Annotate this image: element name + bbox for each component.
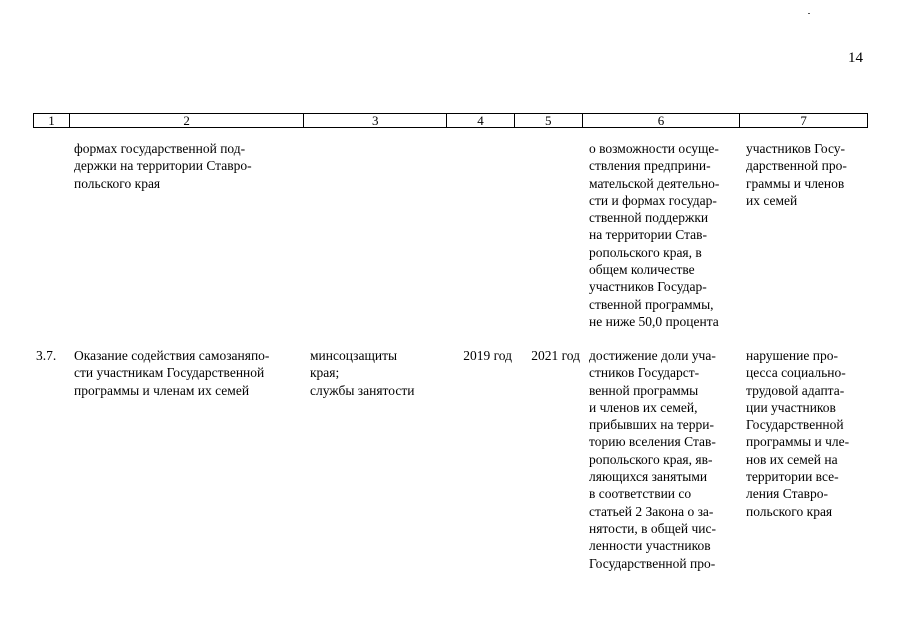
text-line: участников Госу-	[746, 141, 846, 156]
text-line: дарственной про-	[746, 158, 847, 174]
header-col-2: 2	[70, 114, 304, 127]
text-line: сти участникам Государственной	[74, 365, 265, 381]
row-2-consequence	[746, 347, 864, 520]
text-line: граммы и членов	[746, 175, 845, 191]
text-line: программы и чле-	[746, 434, 850, 450]
text-line: ляющихся занятыми	[589, 469, 708, 485]
text-line: трудовой адапта-	[746, 382, 845, 398]
text-line: территории все-	[746, 469, 839, 485]
row-1-event	[74, 140, 300, 192]
text-line: нятости, в общей чис-	[589, 520, 716, 536]
text-line: нов их семей на	[746, 451, 838, 467]
text-line: торию вселения Став-	[589, 434, 716, 450]
row-2-indicator	[589, 347, 737, 572]
text-line: стников Государст-	[589, 365, 700, 381]
text-line: ственной поддержки	[589, 210, 709, 226]
text-line: ленности участников	[589, 538, 711, 554]
scan-speck	[808, 13, 810, 14]
header-col-4: 4	[447, 114, 515, 127]
text-line: Оказание содействия самозаняпо-	[74, 348, 270, 363]
text-line: ствления предприни-	[589, 158, 711, 174]
row-1-indicator	[589, 140, 737, 330]
row-2-number: 3.7.	[36, 348, 57, 363]
row-2-event	[74, 347, 300, 399]
header-col-6: 6	[583, 114, 741, 127]
text-line: держки на территории Ставро-	[74, 158, 252, 174]
text-line: Государственной	[746, 417, 844, 433]
text-line: края;	[310, 365, 340, 381]
text-line: о возможности осуще-	[589, 141, 719, 156]
text-line: участников Государ-	[589, 279, 707, 295]
text-line: и членов их семей,	[589, 399, 698, 415]
header-col-7: 7	[800, 113, 807, 128]
text-line: мательской деятельно-	[589, 175, 720, 191]
row-2-end-year: 2021 год	[531, 348, 580, 363]
text-line: ропольского края, яв-	[589, 451, 713, 467]
text-line: венной программы	[589, 382, 699, 398]
text-line: в соответствии со	[589, 486, 692, 502]
text-line: польского края	[74, 175, 161, 191]
text-line: формах государственной под-	[74, 141, 246, 156]
table-header-row	[33, 113, 868, 128]
text-line: службы занятости	[310, 382, 415, 398]
text-line: нарушение про-	[746, 348, 838, 363]
header-col-3: 3	[304, 114, 447, 127]
text-line: не ниже 50,0 процента	[589, 313, 719, 329]
text-line: ции участников	[746, 399, 836, 415]
text-line: ления Ставро-	[746, 486, 829, 502]
header-col-1: 1	[34, 114, 70, 127]
text-line: сти и формах государ-	[589, 192, 717, 208]
row-1-consequence	[746, 140, 864, 209]
text-line: ропольского края, в	[589, 244, 702, 260]
text-line: прибывших на терри-	[589, 417, 714, 433]
text-line: Государственной про-	[589, 555, 716, 571]
row-2-executors	[310, 347, 440, 399]
text-line: ственной программы,	[589, 296, 714, 312]
text-line: программы и членам их семей	[74, 382, 250, 398]
page-number: 14	[848, 50, 863, 66]
text-line: на территории Став-	[589, 227, 708, 243]
text-line: польского края	[746, 503, 833, 519]
text-line: минсоцзащиты	[310, 348, 398, 363]
header-col-5: 5	[515, 114, 583, 127]
text-line: общем количестве	[589, 262, 695, 278]
text-line: статьей 2 Закона о за-	[589, 503, 714, 519]
text-line: цесса социально-	[746, 365, 846, 381]
text-line: достижение доли уча-	[589, 348, 716, 363]
row-2-start-year: 2019 год	[463, 348, 512, 363]
text-line: их семей	[746, 192, 798, 208]
